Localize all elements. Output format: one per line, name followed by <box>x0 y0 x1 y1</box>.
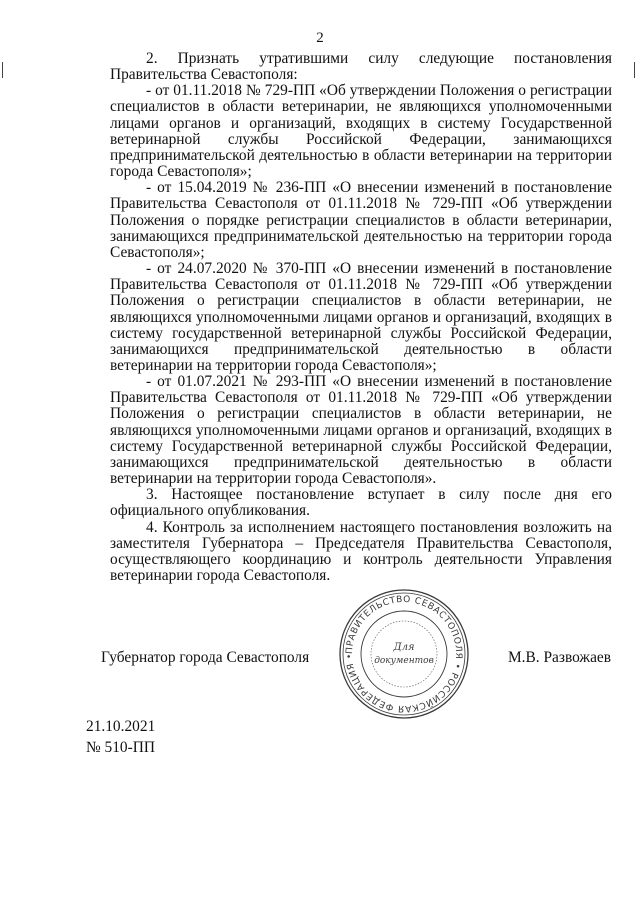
repealed-item-4: - от 01.07.2021 № 293-ПП «О внесении изменений в постановление Правительства Севастополя от 01.11.2018 № 729-ПП «Об утверждении Положения о регистрации специалистов в области ветеринарии, не являющихся уполномоченными лицами органов и организаций, входящих в систему Государственной ветеринарной службы Российской Федерации, занимающихся предпринимательской деятельностью в области ветеринарии на территории города Севастополя». <box>110 373 612 488</box>
document-number: № 510-ПП <box>86 739 155 756</box>
seal-outer-text: ПРАВИТЕЛЬСТВО СЕВАСТОПОЛЯ • РОССИЙСКАЯ ФЕДЕРАЦИЯ • <box>344 594 464 714</box>
document-date: 21.10.2021 <box>86 718 156 735</box>
seal-center-line1: Для <box>393 642 415 653</box>
svg-text:ПРАВИТЕЛЬСТВО СЕВАСТОПОЛЯ • РО <box>345 595 463 713</box>
paragraph-control: 4. Контроль за исполнением настоящего постановления возложить на заместителя Губернатора – Председателя Правительства Севастополя, осуществляющего координацию и контроль деятельности Управления ветеринарии города Севастополя. <box>110 518 612 584</box>
left-margin-mark <box>2 62 3 78</box>
page-number: 2 <box>316 30 324 46</box>
signatory-title: Губернатор города Севастополя <box>101 649 310 666</box>
paragraph-repeal-intro: 2. Признать утратившими силу следующие постановления Правительства Севастополя: <box>110 50 612 84</box>
signatory-name: М.В. Развожаев <box>508 649 611 666</box>
repealed-item-3: - от 24.07.2020 № 370-ПП «О внесении изменений в постановление Правительства Севастополя от 01.11.2018 № 729-ПП «Об утверждении Положения о регистрации специалистов в области ветеринарии, не являющихся уполномоченными лицами органов и организаций, входящих в систему государственной ветеринарной службы Российской Федерации, занимающихся предпринимательской деятельностью в области ветеринарии на территории города Севастополя»; <box>110 260 612 374</box>
repealed-item-1: - от 01.11.2018 № 729-ПП «Об утверждении Положения о регистрации специалистов в области ветеринарии, не являющихся уполномоченными лицами органов и организаций, входящих в систему Государственной ветеринарной службы Российской Федерации, занимающихся предпринимательской деятельностью в области ветеринарии на территории города Севастополя»; <box>110 82 612 181</box>
paragraph-entry-into-force: 3. Настоящее постановление вступает в силу после дня его официального опубликования. <box>110 486 612 520</box>
repealed-item-2: - от 15.04.2019 № 236-ПП «О внесении изменений в постановление Правительства Севастополя от 01.11.2018 № 729-ПП «Об утверждении Положения о порядке регистрации специалистов в области ветеринарии, занимающихся предпринимательской деятельностью на территории города Севастополя»; <box>110 179 612 261</box>
document-body <box>110 51 612 584</box>
seal-center-line2: документов <box>374 656 434 666</box>
right-margin-mark <box>634 62 635 78</box>
official-seal-stamp <box>336 586 472 722</box>
